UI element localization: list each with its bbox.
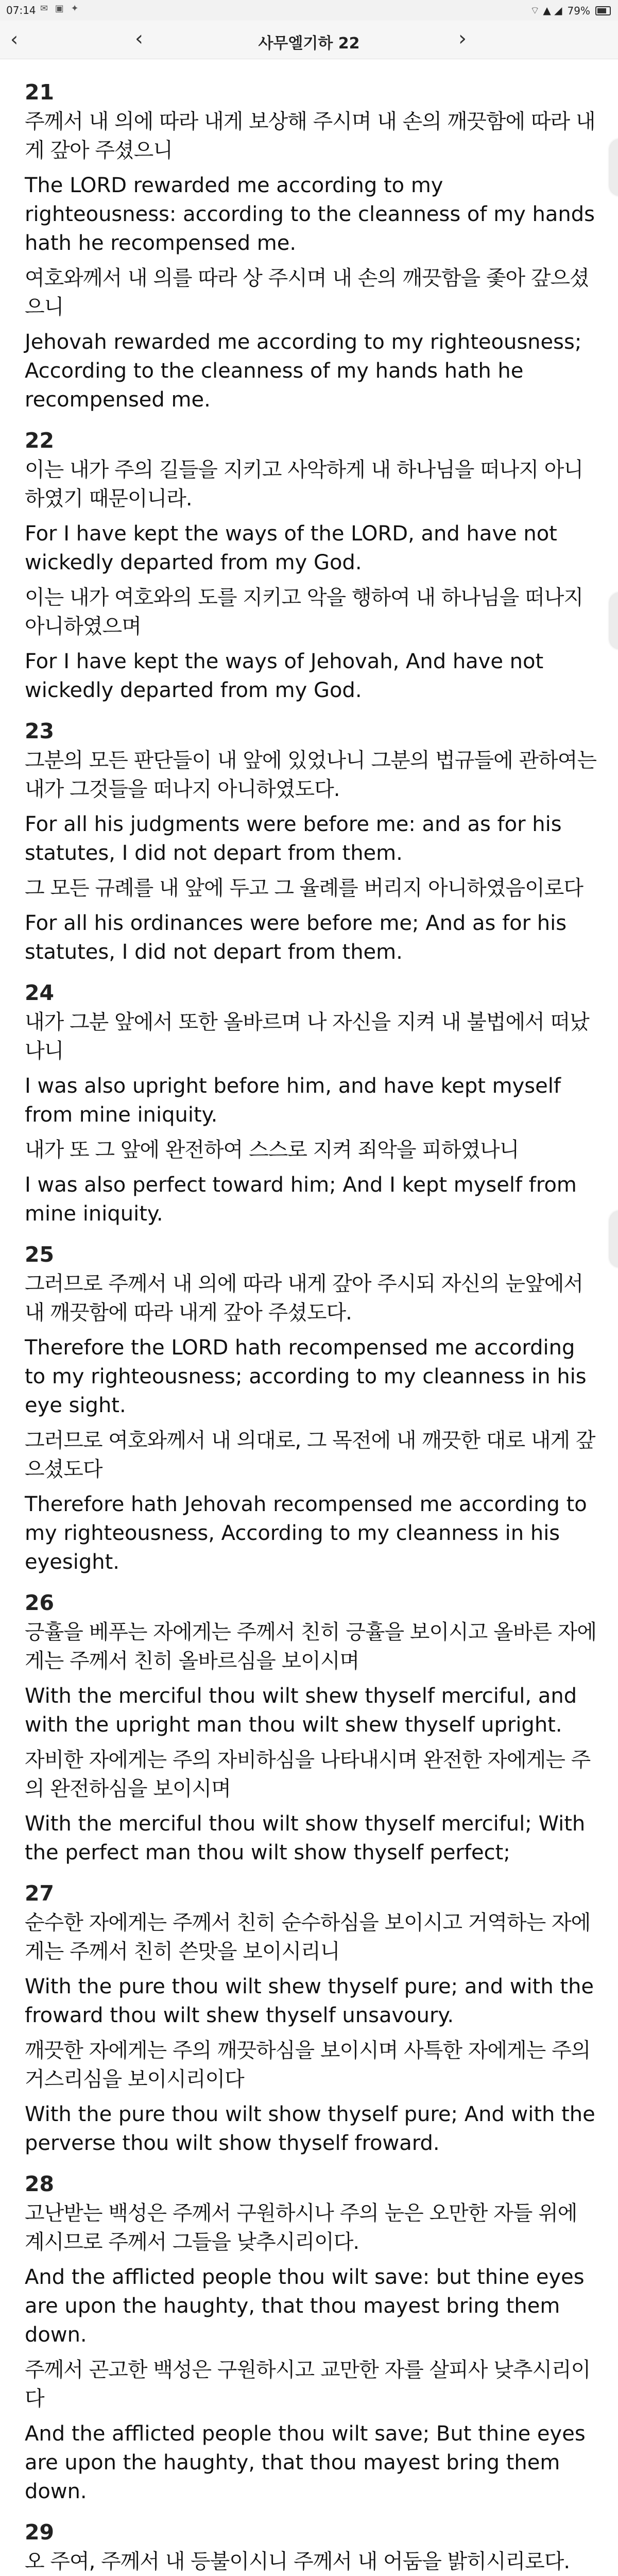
verse-text-korean-alt: 깨끗한 자에게는 주의 깨끗하심을 보이시며 사특한 자에게는 주의 거스리심을 보이시리이다 <box>25 2039 591 2091</box>
verse[interactable] <box>25 77 597 414</box>
verse-text-korean: 그분의 모든 판단들이 내 앞에 있었나니 그분의 법규들에 관하여는 내가 그것들을 떠나지 아니하였도다. <box>25 749 596 801</box>
back-icon[interactable]: ‹ <box>10 28 19 50</box>
notification-icons: ✉ ▣ ✦ <box>40 3 81 14</box>
verse-number: 28 <box>25 2172 55 2196</box>
battery-icon <box>595 6 611 15</box>
verse-text-korean: 긍휼을 베푸는 자에게는 주께서 친히 긍휼을 보이시고 올바른 자에게는 주께서 친히 올바르심을 보이시며 <box>25 1620 596 1673</box>
verse[interactable] <box>25 1588 597 1867</box>
verse-number: 22 <box>25 428 55 453</box>
verse-text-kjv: With the merciful thou wilt shew thyself merciful, and with the upright man thou wilt shew thyself upright. <box>25 1684 577 1737</box>
verse-text-asv: For I have kept the ways of Jehovah, And have not wickedly departed from my God. <box>25 650 544 702</box>
previous-chapter-icon[interactable]: ‹ <box>135 27 143 50</box>
verse-text-asv: Jehovah rewarded me according to my righteousness; According to the cleanness of my hands hath he recompensed me. <box>25 330 582 412</box>
verse-text-korean: 이는 내가 주의 길들을 지키고 사악하게 내 하나님을 떠나지 아니하였기 때문이니라. <box>25 458 583 511</box>
verse-text-korean-alt: 이는 내가 여호와의 도를 지키고 악을 행하여 내 하나님을 떠나지 아니하였으며 <box>25 586 583 638</box>
battery-percent: 79% <box>567 4 590 17</box>
status-time: 07:14 <box>6 4 36 16</box>
verse[interactable] <box>25 716 597 967</box>
verse-text-asv: With the merciful thou wilt show thyself merciful; With the perfect man thou wilt show thyself perfect; <box>25 1812 586 1865</box>
verse-text-korean: 그러므로 주께서 내 의에 따라 내게 갚아 주시되 자신의 눈앞에서 내 깨끗함에 따라 내게 갚아 주셨도다. <box>25 1272 583 1325</box>
verse-text-korean: 오 주여, 주께서 내 등불이시니 주께서 내 어둠을 밝히시리로다. <box>25 2550 570 2573</box>
verse-text-korean-alt: 그러므로 여호와께서 내 의대로, 그 목전에 내 깨끗한 대로 내게 갚으셨도다 <box>25 1429 595 1481</box>
chapter-title[interactable]: 사무엘기하 22 <box>258 35 360 53</box>
status-right <box>530 4 611 17</box>
verse-number: 27 <box>25 1881 55 1906</box>
verse-number: 26 <box>25 1590 55 1615</box>
verse-text-asv: Therefore hath Jehovah recompensed me according to my righteousness, According to my cleanness in his eyesight. <box>25 1493 587 1574</box>
edge-handle-3[interactable] <box>610 1211 618 1267</box>
verse-number: 23 <box>25 719 55 743</box>
verse-text-kjv: With the pure thou wilt shew thyself pure; and with the froward thou wilt shew thyself unsavoury. <box>25 1975 594 2027</box>
verse-text-kjv: I was also upright before him, and have kept myself from mine iniquity. <box>25 1074 561 1127</box>
verse-text-korean: 순수한 자에게는 주께서 친히 순수하심을 보이시고 거역하는 자에게는 주께서 친히 쓴맛을 보이시리니 <box>25 1911 591 1963</box>
verse-text-korean-alt: 여호와께서 내 의를 따라 상 주시며 내 손의 깨끗함을 좇아 갚으셨으니 <box>25 266 589 319</box>
verse-number: 24 <box>25 980 55 1005</box>
verse[interactable] <box>25 2169 597 2506</box>
verse-text-asv: And the afflicted people thou wilt save; But thine eyes are upon the haughty, that thou mayest bring them down. <box>25 2422 586 2503</box>
verse-text-korean-alt: 그 모든 규례를 내 앞에 두고 그 율례를 버리지 아니하였음이로다 <box>25 876 583 900</box>
verse-text-kjv: For I have kept the ways of the LORD, and have not wickedly departed from my God. <box>25 522 557 574</box>
verse[interactable] <box>25 426 597 705</box>
verse-text-korean-alt: 내가 또 그 앞에 완전하여 스스로 지켜 죄악을 피하였나니 <box>25 1138 519 1162</box>
verse-text-korean-alt: 자비한 자에게는 주의 자비하심을 나타내시며 완전한 자에게는 주의 완전하심을 보이시며 <box>25 1748 591 1801</box>
verse[interactable] <box>25 1240 597 1577</box>
verse-text-asv: For all his ordinances were before me; And as for his statutes, I did not depart from them. <box>25 911 567 964</box>
verse-text-asv: I was also perfect toward him; And I kept myself from mine iniquity. <box>25 1173 577 1226</box>
chapter-content <box>25 77 597 2576</box>
status-bar <box>0 0 618 21</box>
verse-text-korean: 주께서 내 의에 따라 내게 보상해 주시며 내 손의 깨끗함에 따라 내게 갚아 주셨으니 <box>25 110 595 162</box>
verse-number: 25 <box>25 1242 55 1267</box>
verse-text-kjv: Therefore the LORD hath recompensed me according to my righteousness; according to my cleanness in his eye sight. <box>25 1336 587 1417</box>
next-chapter-icon[interactable]: › <box>458 27 467 50</box>
verse-text-korean: 고난받는 백성은 주께서 구원하시나 주의 눈은 오만한 자들 위에 계시므로 주께서 그들을 낮추시리이다. <box>25 2201 577 2254</box>
verse-text-kjv: The LORD rewarded me according to my righteousness: according to the cleanness of my hands hath he recompensed me. <box>25 174 595 255</box>
nav-bar <box>0 21 618 59</box>
verse[interactable] <box>25 978 597 1228</box>
verse-text-korean: 내가 그분 앞에서 또한 올바르며 나 자신을 지켜 내 불법에서 떠났나니 <box>25 1010 589 1063</box>
verse-text-kjv: And the afflicted people thou wilt save: but thine eyes are upon the haughty, that thou mayest bring them down. <box>25 2265 585 2347</box>
verse-number: 21 <box>25 80 55 105</box>
verse[interactable] <box>25 2517 597 2576</box>
verse[interactable] <box>25 1878 597 2158</box>
verse-number: 29 <box>25 2520 55 2545</box>
edge-panel-handle[interactable] <box>610 139 618 196</box>
verse-text-korean-alt: 주께서 곤고한 백성은 구원하시고 교만한 자를 살피사 낮추시리이다 <box>25 2358 591 2411</box>
verse-text-asv: With the pure thou wilt show thyself pure; And with the perverse thou wilt show thyself froward. <box>25 2103 595 2155</box>
signal-icon: ⌔ ▲ ◢ <box>530 4 562 16</box>
verse-text-kjv: For all his judgments were before me: and as for his statutes, I did not depart from them. <box>25 812 562 865</box>
edge-handle-2[interactable] <box>610 592 618 649</box>
